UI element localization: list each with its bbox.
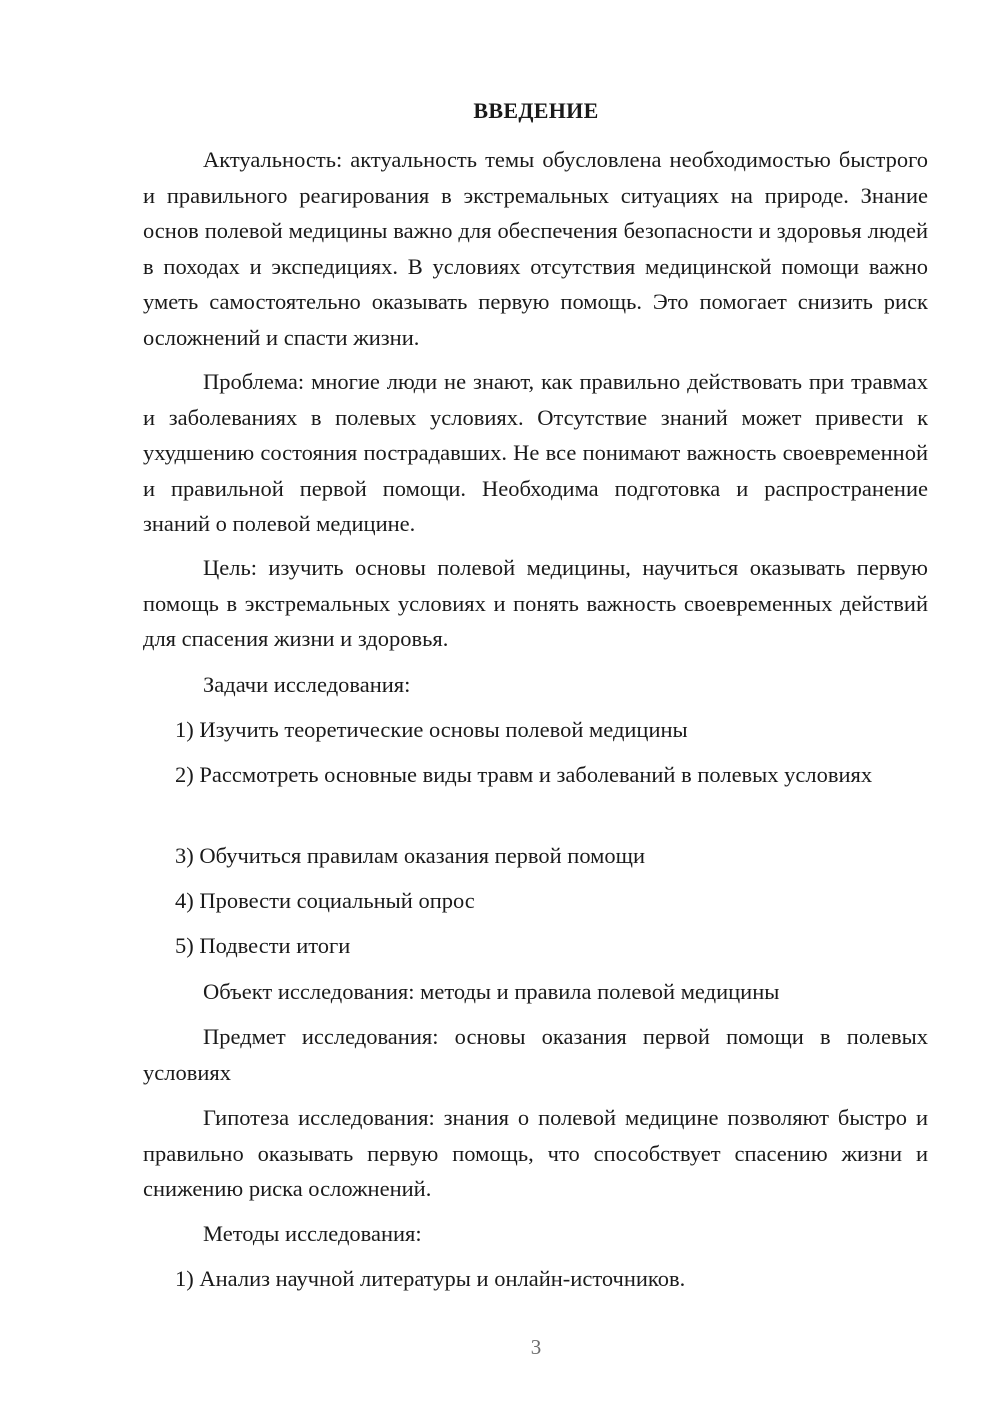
page-title: ВВЕДЕНИЕ xyxy=(473,98,599,123)
research-subject xyxy=(143,1019,928,1090)
task-item xyxy=(143,928,928,964)
paragraph-goal xyxy=(143,550,928,657)
research-hypothesis xyxy=(143,1100,928,1207)
paragraph-problem xyxy=(143,364,928,542)
task-item xyxy=(143,712,928,748)
paragraph-text: Проблема: многие люди не знают, как правильно действовать при травмах и заболеваниях в полевых условиях. Отсутствие знаний может привести к ухудшению состояния пострадавших. Не все понимают важность своевременной и правильной первой помощи. Необходима подготовка и распространение знаний о полевой медицине. xyxy=(143,369,928,536)
list-item: 1) Анализ научной литературы и онлайн-источников. xyxy=(175,1266,686,1291)
paragraph-actuality xyxy=(143,142,928,355)
paragraph-text: Задачи исследования: xyxy=(203,672,411,697)
list-item: 4) Провести социальный опрос xyxy=(175,888,475,913)
paragraph-text: Актуальность: актуальность темы обусловлена необходимостью быстрого и правильного реагирования в экстремальных ситуациях на природе. Знание основ полевой медицины важно для обеспечения безопасности и здоровья людей в походах и экспедициях. В условиях отсутствия медицинской помощи важно уметь самостоятельно оказывать первую помощь. Это помогает снизить риск осложнений и спасти жизни. xyxy=(143,147,928,350)
paragraph-text: Цель: изучить основы полевой медицины, научиться оказывать первую помощь в экстремальных условиях и понять важность своевременных действий для спасения жизни и здоровья. xyxy=(143,555,928,651)
task-item xyxy=(143,838,928,874)
task-item xyxy=(143,757,928,793)
list-item: 1) Изучить теоретические основы полевой медицины xyxy=(175,717,688,742)
list-item: 2) Рассмотреть основные виды травм и заболеваний в полевых условиях xyxy=(175,762,873,787)
research-object xyxy=(143,974,928,1010)
methods-heading xyxy=(143,1216,928,1252)
list-item: 5) Подвести итоги xyxy=(175,933,351,958)
paragraph-text: Гипотеза исследования: знания о полевой медицине позволяют быстро и правильно оказывать первую помощь, что способствует спасению жизни и снижению риска осложнений. xyxy=(143,1105,928,1201)
page-number: 3 xyxy=(530,1335,542,1359)
paragraph-text: Методы исследования: xyxy=(203,1221,422,1246)
tasks-heading xyxy=(143,667,928,703)
paragraph-text: Предмет исследования: основы оказания первой помощи в полевых условиях xyxy=(143,1024,928,1085)
task-item xyxy=(143,883,928,919)
list-item: 3) Обучиться правилам оказания первой помощи xyxy=(175,843,646,868)
method-item xyxy=(143,1261,928,1297)
paragraph-text: Объект исследования: методы и правила полевой медицины xyxy=(203,979,780,1004)
